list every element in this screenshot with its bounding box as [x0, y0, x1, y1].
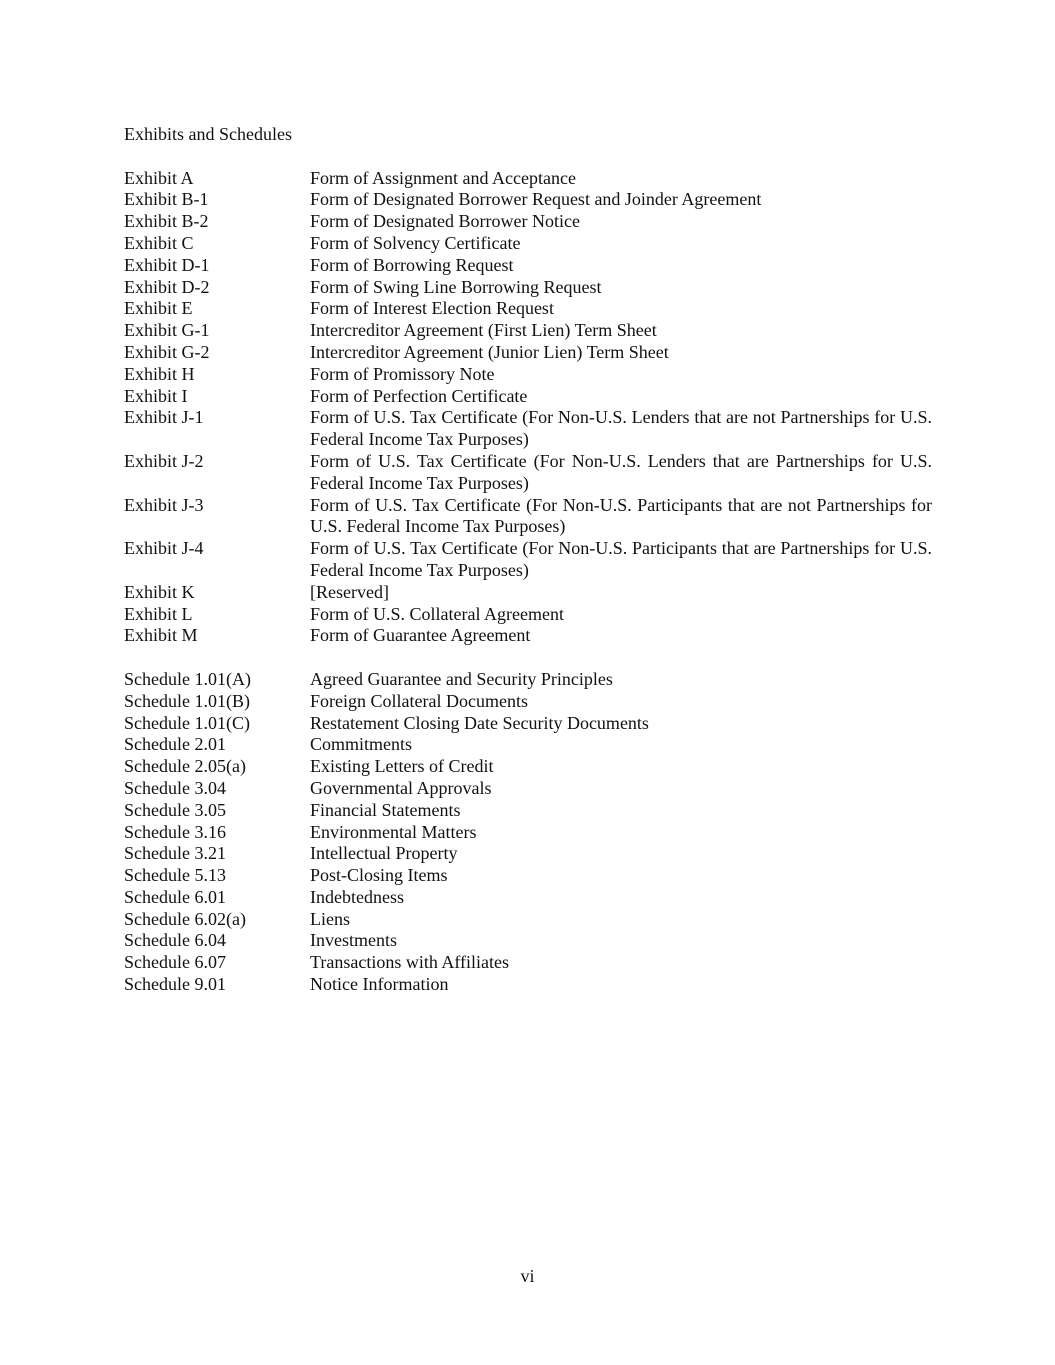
schedules-list [124, 669, 932, 996]
schedule-label: Schedule 1.01(C) [124, 712, 250, 733]
schedule-label: Schedule 6.07 [124, 952, 226, 973]
schedule-label: Schedule 1.01(A) [124, 668, 251, 689]
schedule-row [124, 756, 932, 778]
exhibit-row [124, 342, 932, 364]
exhibit-row [124, 495, 932, 539]
exhibit-label: Exhibit D-2 [124, 276, 210, 297]
schedule-label: Schedule 3.16 [124, 821, 226, 842]
schedule-description: Notice Information [310, 974, 449, 995]
schedule-description: Post-Closing Items [310, 865, 448, 886]
schedule-label: Schedule 3.05 [124, 799, 226, 820]
schedule-description: Intellectual Property [310, 843, 458, 864]
exhibit-description: Form of Interest Election Request [310, 298, 554, 319]
schedule-row [124, 974, 932, 996]
schedule-label: Schedule 6.04 [124, 930, 226, 951]
schedule-label: Schedule 2.01 [124, 734, 226, 755]
schedule-description: Liens [310, 908, 350, 929]
schedule-description: Transactions with Affiliates [310, 952, 509, 973]
schedule-description: Restatement Closing Date Security Documents [310, 712, 649, 733]
exhibit-label: Exhibit K [124, 581, 195, 602]
schedule-row [124, 734, 932, 756]
page-number: vi [520, 1266, 535, 1286]
exhibit-row [124, 233, 932, 255]
schedule-description: Existing Letters of Credit [310, 756, 494, 777]
schedule-description: Environmental Matters [310, 821, 477, 842]
exhibit-label: Exhibit H [124, 363, 195, 384]
exhibit-row [124, 320, 932, 342]
schedule-label: Schedule 6.02(a) [124, 908, 246, 929]
exhibit-row [124, 189, 932, 211]
schedule-description: Foreign Collateral Documents [310, 690, 528, 711]
section-title: Exhibits and Schedules [124, 124, 292, 144]
exhibit-label: Exhibit J-1 [124, 407, 204, 428]
exhibit-description: Form of Borrowing Request [310, 254, 514, 275]
exhibits-schedules-list [124, 124, 932, 996]
schedule-row [124, 843, 932, 865]
schedule-row [124, 930, 932, 952]
exhibit-description: Form of Designated Borrower Notice [310, 211, 580, 232]
exhibit-label: Exhibit A [124, 167, 194, 188]
exhibit-row [124, 407, 932, 451]
schedule-row [124, 909, 932, 931]
schedule-row [124, 822, 932, 844]
exhibit-description: Form of Perfection Certificate [310, 385, 528, 406]
exhibit-description: Form of Designated Borrower Request and Joinder Agreement [310, 189, 762, 210]
exhibit-row [124, 386, 932, 408]
exhibit-label: Exhibit B-1 [124, 189, 209, 210]
schedule-description: Governmental Approvals [310, 777, 492, 798]
schedule-label: Schedule 3.21 [124, 843, 226, 864]
exhibit-row [124, 255, 932, 277]
schedule-label: Schedule 2.05(a) [124, 756, 246, 777]
schedule-row [124, 669, 932, 691]
schedule-description: Commitments [310, 734, 413, 755]
exhibit-label: Exhibit L [124, 603, 193, 624]
exhibit-row [124, 364, 932, 386]
schedule-label: Schedule 1.01(B) [124, 690, 250, 711]
exhibit-row [124, 277, 932, 299]
schedule-description: Investments [310, 930, 397, 951]
schedule-description: Agreed Guarantee and Security Principles [310, 668, 613, 689]
exhibit-description: Form of Guarantee Agreement [310, 625, 531, 646]
exhibit-description: Form of Assignment and Acceptance [310, 167, 576, 188]
exhibit-label: Exhibit I [124, 385, 188, 406]
schedule-label: Schedule 3.04 [124, 777, 226, 798]
exhibit-description: Form of U.S. Collateral Agreement [310, 603, 564, 624]
schedule-label: Schedule 6.01 [124, 886, 226, 907]
exhibit-row [124, 298, 932, 320]
schedule-label: Schedule 9.01 [124, 974, 226, 995]
exhibit-row [124, 211, 932, 233]
exhibit-label: Exhibit J-2 [124, 450, 204, 471]
schedule-row [124, 778, 932, 800]
exhibit-row [124, 538, 932, 582]
exhibit-label: Exhibit G-1 [124, 320, 210, 341]
exhibit-row [124, 168, 932, 190]
exhibit-label: Exhibit M [124, 625, 198, 646]
exhibit-label: Exhibit G-2 [124, 341, 210, 362]
exhibit-description: Form of U.S. Tax Certificate (For Non-U.S. Participants that are Partnerships for U.S. Federal Income Tax Purposes) [310, 538, 932, 580]
spacer [124, 647, 932, 669]
exhibit-description: Form of U.S. Tax Certificate (For Non-U.S. Lenders that are not Partnerships for U.S. Federal Income Tax Purposes) [310, 407, 932, 450]
exhibit-description: Form of Solvency Certificate [310, 232, 521, 253]
exhibit-label: Exhibit C [124, 232, 194, 253]
exhibit-description: Intercreditor Agreement (First Lien) Term Sheet [310, 320, 657, 341]
schedule-label: Schedule 5.13 [124, 865, 226, 886]
exhibit-label: Exhibit J-4 [124, 538, 204, 559]
schedule-row [124, 713, 932, 735]
exhibit-description: Form of U.S. Tax Certificate (For Non-U.S. Participants that are not Partnerships for U.S. Federal Income Tax Purposes) [310, 494, 932, 537]
schedule-row [124, 800, 932, 822]
exhibit-description: Form of Promissory Note [310, 363, 495, 384]
exhibit-row [124, 582, 932, 604]
exhibit-description: Intercreditor Agreement (Junior Lien) Term Sheet [310, 341, 669, 362]
schedule-description: Indebtedness [310, 886, 404, 907]
schedule-row [124, 952, 932, 974]
schedule-row [124, 887, 932, 909]
schedule-description: Financial Statements [310, 799, 461, 820]
exhibit-label: Exhibit E [124, 298, 193, 319]
exhibit-row [124, 625, 932, 647]
exhibit-description: Form of Swing Line Borrowing Request [310, 276, 602, 297]
exhibit-description: Form of U.S. Tax Certificate (For Non-U.S. Lenders that are Partnerships for U.S. Federal Income Tax Purposes) [310, 450, 932, 493]
exhibit-label: Exhibit J-3 [124, 494, 204, 515]
exhibit-description: [Reserved] [310, 581, 389, 602]
exhibit-label: Exhibit B-2 [124, 211, 209, 232]
schedule-row [124, 691, 932, 713]
exhibit-row [124, 451, 932, 495]
schedule-row [124, 865, 932, 887]
exhibits-list [124, 168, 932, 648]
exhibit-row [124, 604, 932, 626]
exhibit-label: Exhibit D-1 [124, 254, 210, 275]
